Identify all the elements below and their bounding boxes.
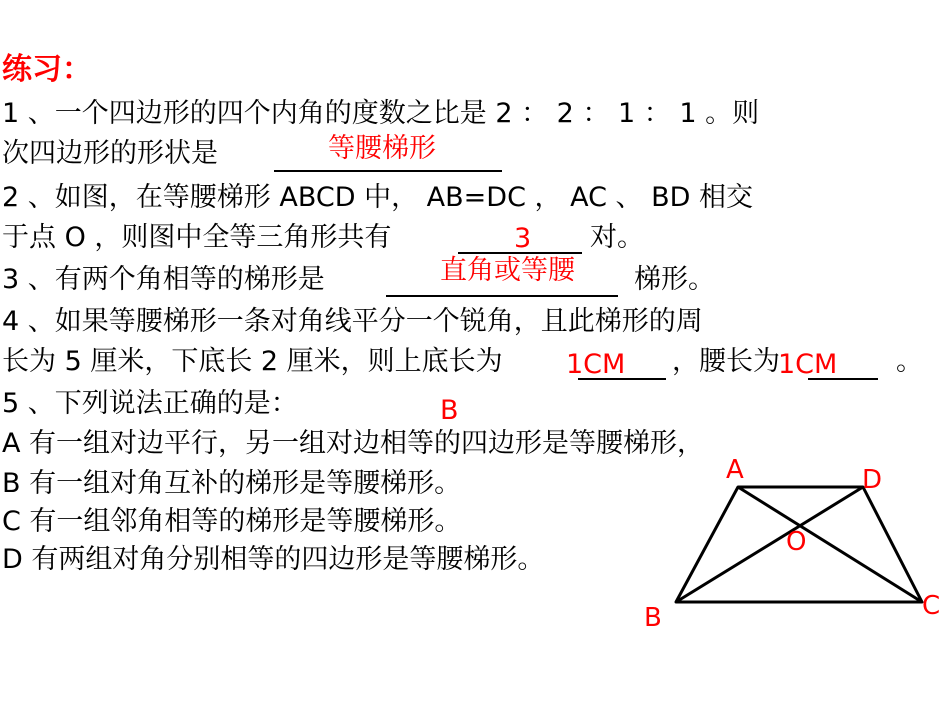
q4-line2-mid: ，腰长为 — [672, 346, 780, 377]
q2-answer: 3 — [514, 223, 532, 254]
q1-line1: 1 、一个四边形的四个内角的度数之比是 2 ： 2 ： 1 ： 1 。则 — [2, 98, 760, 129]
q3-pre: 3 、有两个角相等的梯形是 — [2, 264, 325, 295]
vertex-label-a: A — [726, 455, 744, 485]
q5-option-a: A 有一组对边平行，另一组对边相等的四边形是等腰梯形， — [2, 428, 705, 459]
q4-line2-post: 。 — [896, 346, 923, 377]
q5-option-b: B 有一组对角互补的梯形是等腰梯形。 — [2, 468, 462, 499]
q3-answer: 直角或等腰 — [440, 255, 575, 286]
q1-answer: 等腰梯形 — [328, 133, 436, 164]
point-label-o: O — [786, 527, 807, 557]
q5-option-c: C 有一组邻角相等的梯形是等腰梯形。 — [2, 506, 462, 537]
vertex-label-d: D — [862, 465, 883, 495]
q1-line2: 次四边形的形状是 — [2, 138, 218, 169]
q4-line1: 4 、如果等腰梯形一条对角线平分一个锐角，且此梯形的周 — [2, 306, 703, 337]
vertex-label-c: C — [922, 591, 941, 621]
q5-option-d: D 有两组对角分别相等的四边形是等腰梯形。 — [2, 544, 545, 575]
q2-line2-post: 对。 — [590, 222, 644, 253]
slide-title: 练习： — [2, 52, 92, 87]
q4-answer2: 1CM — [778, 349, 838, 380]
diagonal-bd — [676, 487, 863, 602]
q4-answer1: 1CM — [566, 349, 626, 380]
q5-answer: B — [440, 395, 459, 426]
vertex-label-b: B — [644, 603, 662, 633]
diagonal-ac — [738, 487, 922, 602]
q2-line2-pre: 于点 O ，则图中全等三角形共有 — [2, 222, 392, 253]
q2-line1: 2 、如图，在等腰梯形 ABCD 中， AB=DC ， AC 、 BD 相交 — [2, 182, 754, 213]
q5-line1: 5 、下列说法正确的是： — [2, 388, 298, 419]
q4-line2-pre: 长为 5 厘米，下底长 2 厘米，则上底长为 — [2, 346, 503, 377]
q3-post: 梯形。 — [634, 264, 715, 295]
